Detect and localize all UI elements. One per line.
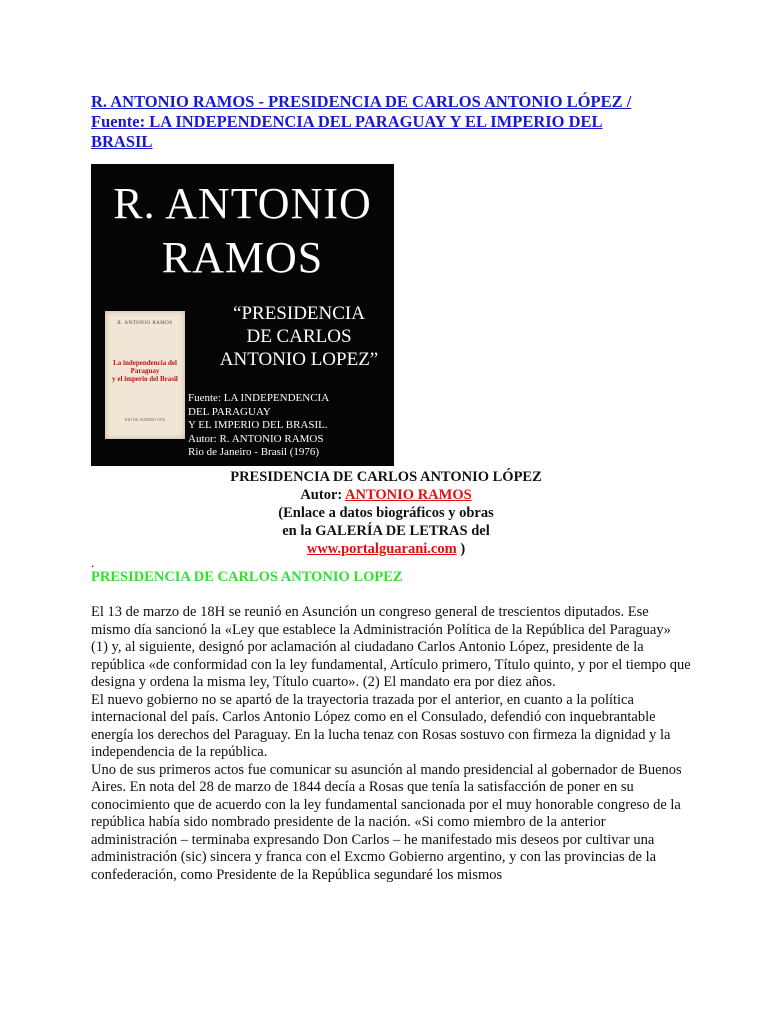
paragraph: El nuevo gobierno no se apartó de la trayectoria trazada por el anterior, en cuanto a la política internacional del país. Carlos Antonio López como en el Consulado, defendió con inquebrantable energía los derechos del Paraguay. En la lucha tenaz con Rosas sostuvo con firmeza la dignidad y la independencia de la república.: [91, 691, 671, 760]
cover-source-line: Rio de Janeiro - Brasil (1976): [188, 446, 320, 458]
title-line-2: Fuente: LA INDEPENDENCIA DEL PARAGUAY Y EL IMPERIO DEL: [91, 112, 603, 131]
cover-source-line: DEL PARAGUAY: [188, 405, 271, 418]
cover-source-line: Y EL IMPERIO DEL BRASIL.: [188, 419, 328, 431]
book-title-line-1: La independencia del Paraguay: [113, 359, 177, 375]
title-line-3: BRASIL: [91, 132, 153, 151]
title-line-1: R. ANTONIO RAMOS - PRESIDENCIA DE CARLOS ANTONIO LÓPEZ /: [91, 92, 632, 111]
site-link[interactable]: www.portalguarani.com: [306, 541, 457, 557]
section-title: PRESIDENCIA DE CARLOS ANTONIO LOPEZ: [91, 569, 403, 585]
cover-source-info: [188, 392, 388, 460]
author-label: Autor:: [300, 487, 346, 503]
paragraph: Uno de sus primeros actos fue comunicar su asunción al mando presidencial al gobernador de Buenos Aires. En nota del 28 de marzo de 1844 decía a Rosas que tenía la satisfacción de poner en su conocimiento que de acuerdo con la ley fundamental sancionada por el muy honorable congreso de la república había sido nombrado presidente de la nación. «Si como miembro de la anterior administración – terminaba expresando Don Carlos – he manifestado mis deseos por cultivar una administración (sic) sincera y franca con el Excmo Gobierno argentino, y con las provincias de la confederación, como Presidente de la República segundaré los mismos: [91, 761, 682, 883]
author-line: [91, 486, 681, 504]
book-title: [107, 359, 183, 383]
cover-pres-line-1: “PRESIDENCIA: [233, 303, 365, 324]
content-column: [91, 92, 691, 884]
paragraph: El 13 de marzo de 18H se reunió en Asunción un congreso general de trescientos diputados. Ese mismo día sancionó la «Ley que establece la Administración Política de la República del Paraguay» (1) y, al siguiente, designó por aclamación al ciudadano Carlos Antonio López, presidente de la república «de conformidad con la ley fundamental, Artículo primero, Título quinto, y por el tiempo que designa y ordena la misma ley, Título cuarto». (2) El mandato era por diez años.: [91, 604, 691, 690]
link-note-line-2: en la GALERÍA DE LETRAS del: [282, 523, 490, 539]
cover-pres-line-3: ANTONIO LOPEZ”: [219, 349, 379, 370]
separator-dot: .: [91, 555, 95, 570]
site-link-line: [91, 540, 681, 558]
book-cover-image: [91, 164, 394, 466]
cover-source-line: Fuente: LA INDEPENDENCIA: [188, 392, 330, 404]
book-author: R. ANTONIO RAMOS: [117, 321, 173, 326]
article-body: [91, 604, 691, 884]
cover-source-line: Autor: R. ANTONIO RAMOS: [188, 432, 324, 445]
cover-presidency-title: [209, 302, 389, 371]
book-thumbnail: [105, 311, 185, 439]
document-title-link[interactable]: [91, 92, 681, 152]
work-heading: [91, 468, 681, 558]
work-title: PRESIDENCIA DE CARLOS ANTONIO LÓPEZ: [230, 469, 542, 485]
book-place: RIO DE JANEIRO 1976: [125, 417, 165, 422]
cover-pres-line-2: DE CARLOS: [246, 326, 352, 347]
book-title-line-2: y el imperio del Brasil: [112, 375, 178, 383]
link-note-line-1: (Enlace a datos biográficos y obras: [278, 505, 494, 521]
author-link[interactable]: ANTONIO RAMOS: [345, 487, 472, 503]
cover-author-line-1: R. ANTONIO: [113, 179, 372, 228]
close-paren: ): [456, 541, 466, 557]
cover-author-line-2: RAMOS: [161, 233, 324, 282]
